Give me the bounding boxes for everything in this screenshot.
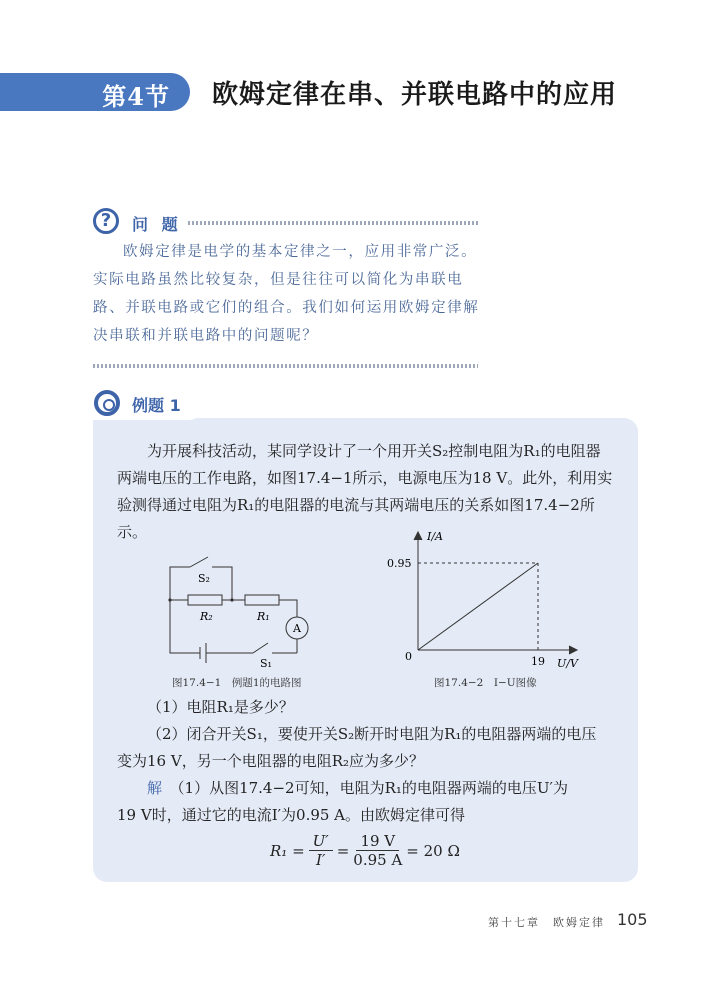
- example-label: 例题 1: [132, 396, 181, 415]
- intro-line: 验测得通过电阻为R₁的电阻器的电流与其两端电压的关系如图17.4−2所示。: [117, 496, 595, 541]
- section-label: 第4节: [102, 82, 170, 111]
- page-title: 欧姆定律在串、并联电路中的应用: [212, 80, 618, 110]
- question-text: [93, 238, 483, 350]
- r1-label: R₁: [257, 610, 270, 623]
- intro-line: 为开展科技活动，某同学设计了一个用开关S₂控制电阻为R₁的电阻器: [147, 442, 601, 460]
- question-1: （1）电阻R₁是多少？: [147, 698, 294, 716]
- question-2-line1: （2）闭合开关S₁，要使开关S₂断开时电阻为R₁的电阻器两端的电压: [147, 725, 597, 743]
- frac1-numerator: U′: [309, 832, 333, 851]
- x-tick-label: 19: [531, 655, 545, 668]
- circuit-diagram: [150, 555, 310, 670]
- frac1-denominator: I′: [316, 851, 326, 869]
- iu-line: [418, 563, 538, 650]
- chapter-footer: 第十七章 欧姆定律: [488, 916, 605, 929]
- iu-graph: [385, 520, 595, 670]
- intro-line: 两端电压的工作电路，如图17.4−1所示，电源电压为18 V。此外，利用实: [117, 469, 613, 487]
- question-2-line2: 变为16 V，另一个电阻器的电阻R₂应为多少？: [117, 752, 424, 770]
- s1-label: S₁: [260, 657, 272, 670]
- solution-line2: 19 V时，通过它的电流I′为0.95 A。由欧姆定律可得: [117, 806, 466, 824]
- formula-lhs: R₁ =: [270, 841, 305, 860]
- figure2-caption: 图17.4−2 I−U图像: [434, 677, 537, 689]
- solution-label: 解: [147, 779, 163, 797]
- y-tick-label: 0.95: [387, 557, 412, 570]
- r2-label: R₂: [200, 610, 213, 623]
- solution-line1: （1）从图17.4−2可知，电阻为R₁的电阻器两端的电压U′为: [177, 779, 568, 797]
- formula-equals: =: [336, 841, 350, 860]
- target-icon: [94, 390, 120, 416]
- section-banner: [0, 73, 190, 111]
- frac2-numerator: 19 V: [356, 832, 399, 851]
- wavy-divider-top: [188, 221, 478, 225]
- example-questions: [117, 694, 622, 829]
- y-axis-label: I/A: [427, 530, 443, 543]
- fraction-u-over-i: [309, 832, 333, 869]
- ohms-law-formula: [270, 832, 460, 869]
- origin-label: 0: [405, 650, 412, 663]
- s2-label: S₂: [198, 572, 210, 585]
- frac2-denominator: 0.95 A: [353, 851, 403, 869]
- wavy-divider-bottom: [93, 364, 478, 368]
- page-number: 105: [617, 910, 648, 929]
- question-paragraph: 欧姆定律是电学的基本定律之一，应用非常广泛。实际电路虽然比较复杂，但是往往可以简化为串联电路、并联电路或它们的组合。我们如何运用欧姆定律解决串联和并联电路中的问题呢？: [93, 244, 480, 344]
- question-icon: ?: [93, 208, 119, 234]
- formula-result: = 20 Ω: [406, 841, 460, 860]
- figure1-caption: 图17.4−1 例题1的电路图: [172, 677, 302, 689]
- x-axis-label: U/V: [557, 657, 578, 670]
- question-label: 问 题: [132, 215, 182, 234]
- ammeter-label: A: [293, 622, 301, 635]
- fraction-values: [353, 832, 402, 869]
